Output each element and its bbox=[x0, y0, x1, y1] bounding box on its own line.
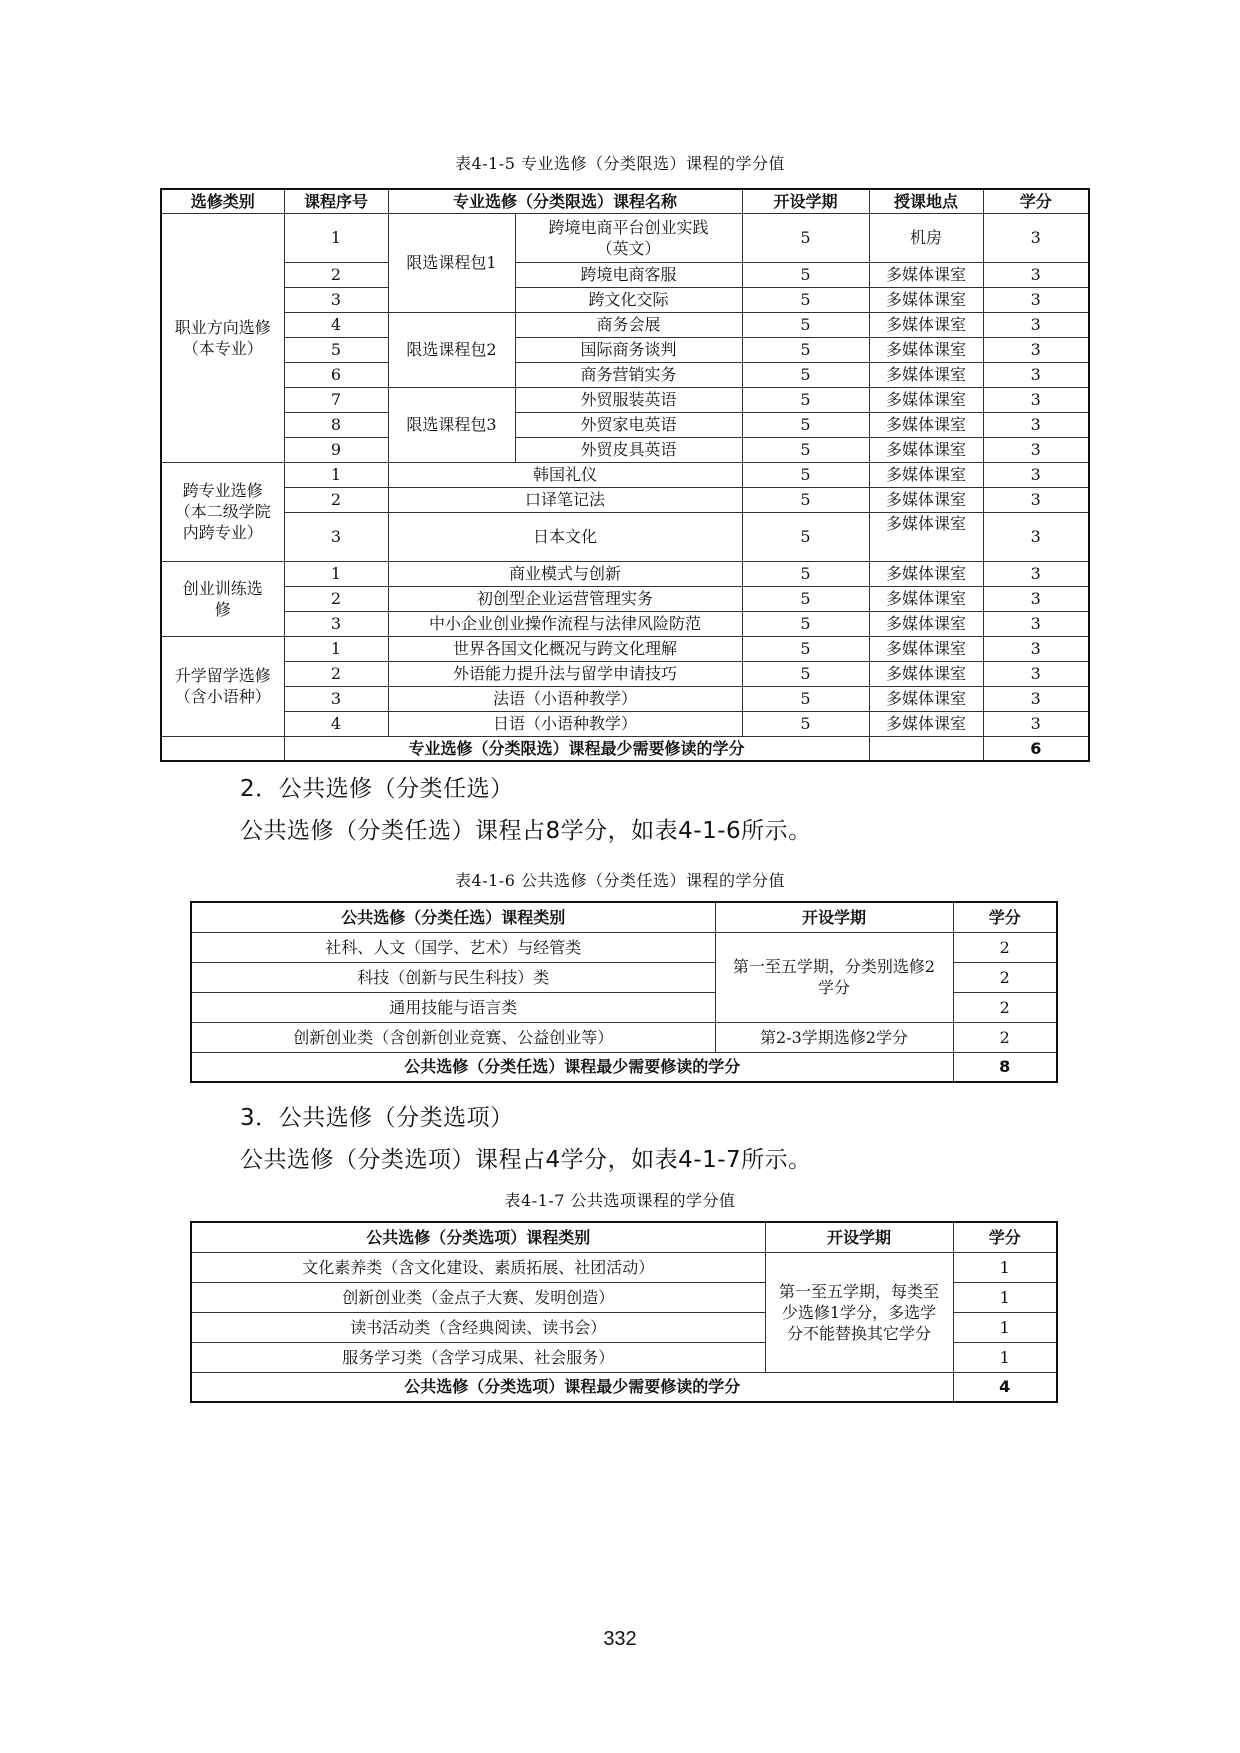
table-row bbox=[161, 487, 1089, 512]
course-no: 7 bbox=[284, 387, 388, 412]
course-place: 多媒体课室 bbox=[869, 661, 983, 686]
category: 文化素养类（含文化建设、素质拓展、社团活动） bbox=[191, 1252, 765, 1282]
course-name: 国际商务谈判 bbox=[515, 337, 742, 362]
table-4-1-5-caption: 表4-1-5 专业选修（分类限选）课程的学分值 bbox=[455, 154, 785, 173]
course-place: 多媒体课室 bbox=[869, 337, 983, 362]
course-credit: 3 bbox=[983, 661, 1089, 686]
term-merged: 第一至五学期，每类至少选修1学分，多选学分不能替换其它学分 bbox=[765, 1252, 953, 1372]
table-header-row bbox=[161, 189, 1089, 213]
col-header: 开设学期 bbox=[715, 902, 953, 932]
table-total-row bbox=[161, 736, 1089, 761]
course-name: 口译笔记法 bbox=[388, 487, 742, 512]
course-credit: 3 bbox=[983, 586, 1089, 611]
group-startup: 创业训练选修 bbox=[161, 561, 284, 636]
course-no: 1 bbox=[284, 561, 388, 586]
total-label: 公共选修（分类任选）课程最少需要修读的学分 bbox=[191, 1052, 953, 1082]
table-row bbox=[161, 686, 1089, 711]
category: 科技（创新与民生科技）类 bbox=[191, 962, 715, 992]
course-credit: 3 bbox=[983, 412, 1089, 437]
course-no: 1 bbox=[284, 213, 388, 262]
col-header: 学分 bbox=[953, 1222, 1057, 1252]
course-credit: 3 bbox=[983, 686, 1089, 711]
section-3-text: 公共选修（分类选项）课程占4学分，如表4-1-7所示。 bbox=[240, 1147, 812, 1173]
course-place: 多媒体课室 bbox=[869, 512, 983, 561]
course-term: 5 bbox=[742, 213, 869, 262]
credit: 2 bbox=[953, 962, 1057, 992]
course-place: 多媒体课室 bbox=[869, 636, 983, 661]
course-place: 多媒体课室 bbox=[869, 437, 983, 462]
table-header-row bbox=[191, 1222, 1057, 1252]
table-row bbox=[161, 711, 1089, 736]
course-name: 外贸家电英语 bbox=[515, 412, 742, 437]
course-name: 跨境电商平台创业实践（英文） bbox=[515, 213, 742, 262]
table-header-row bbox=[191, 902, 1057, 932]
course-credit: 3 bbox=[983, 262, 1089, 287]
course-name: 外贸皮具英语 bbox=[515, 437, 742, 462]
table-4-1-7-caption: 表4-1-7 公共选项课程的学分值 bbox=[504, 1191, 736, 1210]
table-row bbox=[161, 387, 1089, 412]
course-term: 5 bbox=[742, 586, 869, 611]
course-term: 5 bbox=[742, 262, 869, 287]
course-term: 5 bbox=[742, 287, 869, 312]
course-no: 1 bbox=[284, 462, 388, 487]
credit: 2 bbox=[953, 932, 1057, 962]
group-career: 职业方向选修（本专业） bbox=[161, 213, 284, 462]
course-place: 多媒体课室 bbox=[869, 287, 983, 312]
course-name: 跨境电商客服 bbox=[515, 262, 742, 287]
course-name: 商业模式与创新 bbox=[388, 561, 742, 586]
section-2-text: 公共选修（分类任选）课程占8学分，如表4-1-6所示。 bbox=[240, 818, 812, 844]
course-term: 5 bbox=[742, 686, 869, 711]
course-no: 5 bbox=[284, 337, 388, 362]
course-credit: 3 bbox=[983, 437, 1089, 462]
table-row bbox=[161, 462, 1089, 487]
table-row bbox=[161, 362, 1089, 387]
course-no: 1 bbox=[284, 636, 388, 661]
table-row bbox=[161, 661, 1089, 686]
table-row bbox=[161, 437, 1089, 462]
table-row bbox=[161, 412, 1089, 437]
course-place: 多媒体课室 bbox=[869, 362, 983, 387]
col-header: 学分 bbox=[983, 189, 1089, 213]
credit: 1 bbox=[953, 1312, 1057, 1342]
category: 创新创业类（金点子大赛、发明创造） bbox=[191, 1282, 765, 1312]
course-term: 5 bbox=[742, 487, 869, 512]
blank-cell bbox=[161, 736, 284, 761]
section-2-heading: 2．公共选修（分类任选） bbox=[240, 776, 514, 802]
course-name: 中小企业创业操作流程与法律风险防范 bbox=[388, 611, 742, 636]
total-label: 公共选修（分类选项）课程最少需要修读的学分 bbox=[191, 1372, 953, 1402]
category: 服务学习类（含学习成果、社会服务） bbox=[191, 1342, 765, 1372]
course-place: 多媒体课室 bbox=[869, 586, 983, 611]
course-name: 日本文化 bbox=[388, 512, 742, 561]
course-place: 多媒体课室 bbox=[869, 487, 983, 512]
package-3: 限选课程包3 bbox=[388, 387, 515, 462]
course-name: 外贸服装英语 bbox=[515, 387, 742, 412]
col-header: 学分 bbox=[953, 902, 1057, 932]
category: 读书活动类（含经典阅读、读书会） bbox=[191, 1312, 765, 1342]
course-term: 5 bbox=[742, 462, 869, 487]
category: 创新创业类（含创新创业竞赛、公益创业等） bbox=[191, 1022, 715, 1052]
table-row bbox=[191, 932, 1057, 962]
course-term: 5 bbox=[742, 312, 869, 337]
course-credit: 3 bbox=[983, 636, 1089, 661]
course-place: 多媒体课室 bbox=[869, 462, 983, 487]
table-4-1-7 bbox=[190, 1221, 1058, 1403]
course-no: 4 bbox=[284, 312, 388, 337]
course-no: 4 bbox=[284, 711, 388, 736]
course-place: 机房 bbox=[869, 213, 983, 262]
course-place: 多媒体课室 bbox=[869, 686, 983, 711]
table-row bbox=[161, 287, 1089, 312]
blank-cell bbox=[869, 736, 983, 761]
col-header: 开设学期 bbox=[765, 1222, 953, 1252]
course-credit: 3 bbox=[983, 362, 1089, 387]
table-row bbox=[161, 512, 1089, 561]
course-term: 5 bbox=[742, 661, 869, 686]
total-value: 8 bbox=[953, 1052, 1057, 1082]
category: 通用技能与语言类 bbox=[191, 992, 715, 1022]
course-name: 韩国礼仪 bbox=[388, 462, 742, 487]
course-place: 多媒体课室 bbox=[869, 711, 983, 736]
col-header: 授课地点 bbox=[869, 189, 983, 213]
col-header: 专业选修（分类限选）课程名称 bbox=[388, 189, 742, 213]
course-credit: 3 bbox=[983, 487, 1089, 512]
course-no: 3 bbox=[284, 287, 388, 312]
term-merged: 第一至五学期，分类别选修2学分 bbox=[715, 932, 953, 1022]
course-credit: 3 bbox=[983, 213, 1089, 262]
course-name: 初创型企业运营管理实务 bbox=[388, 586, 742, 611]
course-name: 世界各国文化概况与跨文化理解 bbox=[388, 636, 742, 661]
course-credit: 3 bbox=[983, 611, 1089, 636]
course-term: 5 bbox=[742, 512, 869, 561]
course-place: 多媒体课室 bbox=[869, 611, 983, 636]
course-term: 5 bbox=[742, 362, 869, 387]
course-place: 多媒体课室 bbox=[869, 387, 983, 412]
table-row bbox=[161, 213, 1089, 262]
course-term: 5 bbox=[742, 611, 869, 636]
course-no: 3 bbox=[284, 611, 388, 636]
table-row bbox=[161, 312, 1089, 337]
course-name: 法语（小语种教学） bbox=[388, 686, 742, 711]
table-row bbox=[191, 1022, 1057, 1052]
course-no: 2 bbox=[284, 487, 388, 512]
table-row bbox=[161, 561, 1089, 586]
course-place: 多媒体课室 bbox=[869, 262, 983, 287]
term-last: 第2-3学期选修2学分 bbox=[715, 1022, 953, 1052]
course-no: 2 bbox=[284, 661, 388, 686]
table-row bbox=[161, 337, 1089, 362]
group-abroad: 升学留学选修（含小语种） bbox=[161, 636, 284, 736]
course-name: 商务会展 bbox=[515, 312, 742, 337]
total-value: 4 bbox=[953, 1372, 1057, 1402]
package-2: 限选课程包2 bbox=[388, 312, 515, 387]
course-term: 5 bbox=[742, 636, 869, 661]
credit: 1 bbox=[953, 1342, 1057, 1372]
course-no: 6 bbox=[284, 362, 388, 387]
course-no: 2 bbox=[284, 586, 388, 611]
course-term: 5 bbox=[742, 337, 869, 362]
total-label: 专业选修（分类限选）课程最少需要修读的学分 bbox=[284, 736, 869, 761]
table-row bbox=[161, 611, 1089, 636]
section-3-heading: 3．公共选修（分类选项） bbox=[240, 1105, 514, 1131]
course-term: 5 bbox=[742, 711, 869, 736]
credit: 2 bbox=[953, 1022, 1057, 1052]
course-credit: 3 bbox=[983, 387, 1089, 412]
course-name: 商务营销实务 bbox=[515, 362, 742, 387]
course-place: 多媒体课室 bbox=[869, 561, 983, 586]
group-cross: 跨专业选修（本二级学院内跨专业） bbox=[161, 462, 284, 561]
table-total-row bbox=[191, 1372, 1057, 1402]
course-no: 2 bbox=[284, 262, 388, 287]
course-no: 3 bbox=[284, 686, 388, 711]
total-value: 6 bbox=[983, 736, 1089, 761]
page-number: 332 bbox=[603, 1628, 637, 1650]
course-term: 5 bbox=[742, 412, 869, 437]
col-header: 公共选修（分类选项）课程类别 bbox=[191, 1222, 765, 1252]
credit: 1 bbox=[953, 1252, 1057, 1282]
course-credit: 3 bbox=[983, 561, 1089, 586]
course-name: 外语能力提升法与留学申请技巧 bbox=[388, 661, 742, 686]
col-header: 课程序号 bbox=[284, 189, 388, 213]
table-row bbox=[161, 586, 1089, 611]
course-credit: 3 bbox=[983, 711, 1089, 736]
course-term: 5 bbox=[742, 437, 869, 462]
credit: 1 bbox=[953, 1282, 1057, 1312]
table-4-1-6 bbox=[190, 901, 1058, 1083]
course-no: 3 bbox=[284, 512, 388, 561]
credit: 2 bbox=[953, 992, 1057, 1022]
table-4-1-5 bbox=[160, 188, 1090, 762]
course-term: 5 bbox=[742, 387, 869, 412]
package-1: 限选课程包1 bbox=[388, 213, 515, 312]
course-credit: 3 bbox=[983, 462, 1089, 487]
course-credit: 3 bbox=[983, 512, 1089, 561]
table-row bbox=[191, 1252, 1057, 1282]
col-header: 选修类别 bbox=[161, 189, 284, 213]
category: 社科、人文（国学、艺术）与经管类 bbox=[191, 932, 715, 962]
table-row bbox=[161, 262, 1089, 287]
course-name: 跨文化交际 bbox=[515, 287, 742, 312]
col-header: 公共选修（分类任选）课程类别 bbox=[191, 902, 715, 932]
course-place: 多媒体课室 bbox=[869, 412, 983, 437]
table-row bbox=[161, 636, 1089, 661]
course-no: 9 bbox=[284, 437, 388, 462]
course-credit: 3 bbox=[983, 337, 1089, 362]
course-term: 5 bbox=[742, 561, 869, 586]
course-credit: 3 bbox=[983, 287, 1089, 312]
course-place: 多媒体课室 bbox=[869, 312, 983, 337]
course-credit: 3 bbox=[983, 312, 1089, 337]
table-4-1-6-caption: 表4-1-6 公共选修（分类任选）课程的学分值 bbox=[455, 871, 785, 890]
course-name: 日语（小语种教学） bbox=[388, 711, 742, 736]
course-no: 8 bbox=[284, 412, 388, 437]
table-total-row bbox=[191, 1052, 1057, 1082]
col-header: 开设学期 bbox=[742, 189, 869, 213]
